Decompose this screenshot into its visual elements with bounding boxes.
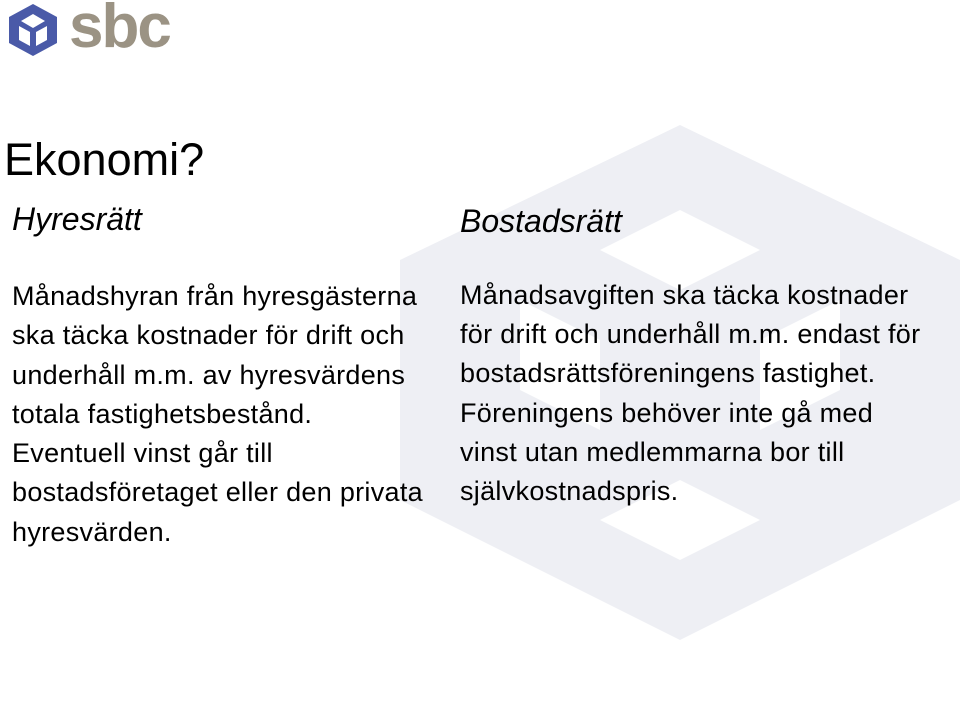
hyresratt-heading: Hyresrätt xyxy=(12,201,142,237)
hyresratt-body: Månadshyran från hyresgästerna ska täcka kostnader för drift och underhåll m.m. av hyresvärdens totala fastighetsbestånd. Eventuell vinst går till bostadsföretaget eller den privata hyresvärden. xyxy=(12,281,423,547)
bostadsratt-column xyxy=(460,199,930,511)
bostadsratt-body: Månadsavgiften ska täcka kostnader för drift och underhåll m.m. endast för bostadsrättsföreningens fastighet. Föreningens behöver inte gå med vinst utan medlemmarna bor till självkostnadspris. xyxy=(460,280,921,507)
bostadsratt-heading: Bostadsrätt xyxy=(460,203,622,239)
sbc-logo xyxy=(5,0,170,61)
page-title: Ekonomi? xyxy=(4,134,205,186)
hexagon-cube-icon xyxy=(5,2,61,58)
logo-text: sbc xyxy=(69,0,170,61)
hyresratt-column xyxy=(12,197,432,552)
